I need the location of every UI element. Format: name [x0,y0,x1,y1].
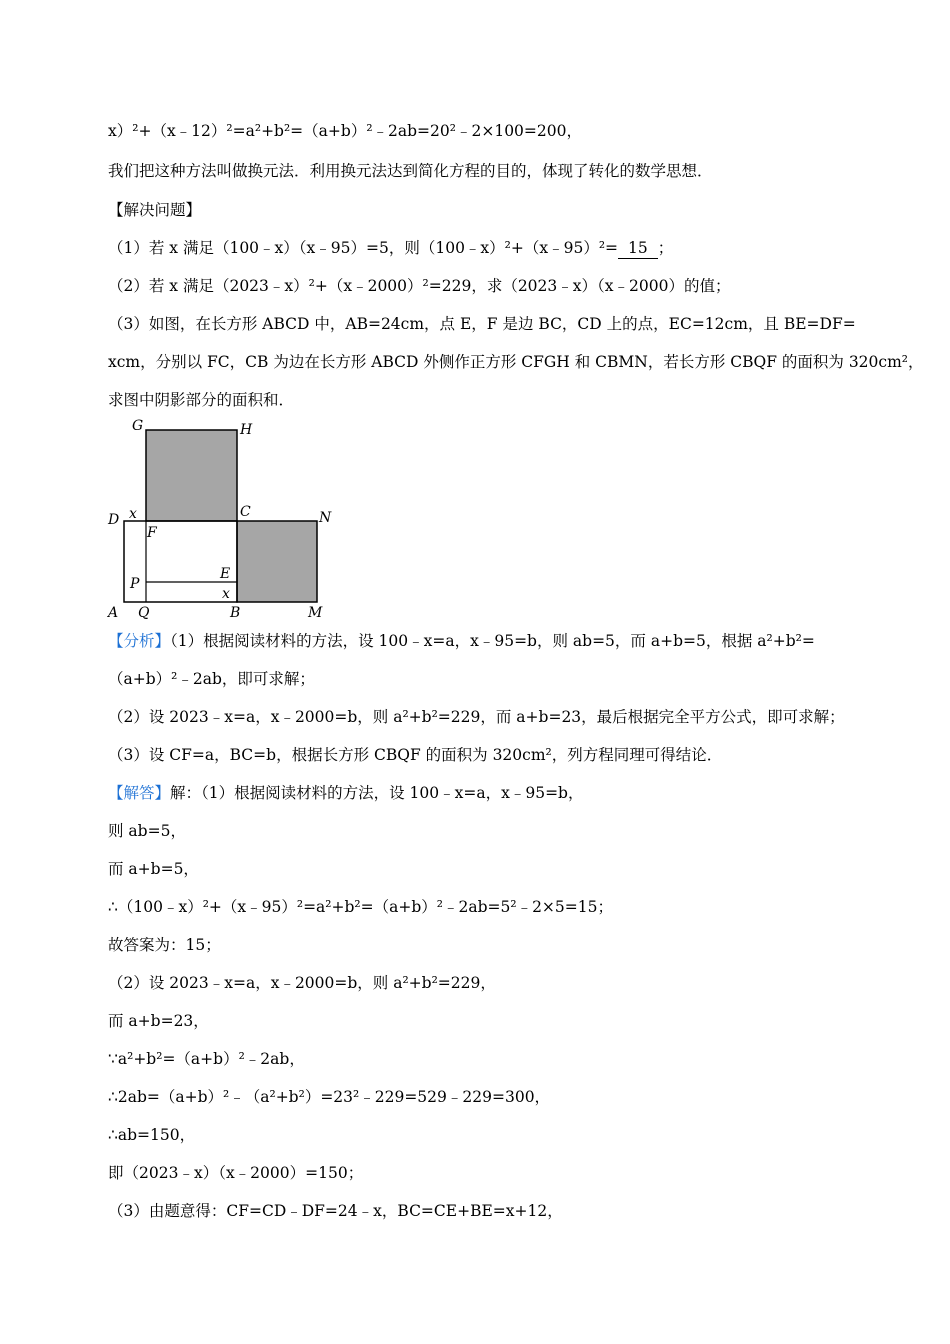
text-line-5 [108,314,856,334]
line-text: x）²+（x﹣12）²=a²+b²=（a+b）²﹣2ab=20²﹣2×100=200， [108,122,582,140]
rectangle-abcd [124,521,237,602]
text-line-10 [108,707,845,727]
square-cbmn [237,521,317,602]
line-text: xcm，分别以 FC，CB 为边在长方形 ABCD 外侧作正方形 CFGH 和 CBMN，若长方形 CBQF 的面积为 320cm²， [108,353,924,371]
label-m: M [308,605,323,621]
line-text: 而 a+b=5， [108,860,199,878]
line-text: （1）若 x 满足（100﹣x）（x﹣95）=5，则（100﹣x）²+（x﹣95）²= [108,239,619,257]
line-text: ∴ab=150， [108,1126,196,1144]
label-f: F [147,525,157,541]
square-cfgh [146,430,237,521]
text-line-0 [108,121,582,141]
line-text: （3）由题意得：CF=CD﹣DF=24﹣x，BC=CE+BE=x+12， [108,1202,563,1220]
text-line-16 [108,935,221,955]
text-line-21 [108,1125,195,1145]
line-text: 【解决问题】 [108,201,202,219]
line-text: ∴2ab=（a+b）²﹣（a²+b²）=23²﹣229=529﹣229=300， [108,1088,551,1106]
text-line-8 [108,631,815,651]
text-line-20 [108,1087,550,1107]
label-a: A [108,605,119,621]
text-line-11 [108,745,722,765]
line-text: 解：（1）根据阅读材料的方法，设 100﹣x=a，x﹣95=b， [170,784,584,802]
label-x-top: x [129,506,137,522]
label-n: N [319,510,332,526]
label-h: H [240,422,253,438]
label-e: E [220,566,231,582]
line-text: ∵a²+b²=（a+b）²﹣2ab， [108,1050,305,1068]
section-tag: 【分析】 [108,632,171,650]
geometry-figure [100,412,340,622]
text-line-23 [108,1201,563,1221]
text-line-6 [108,352,924,372]
line-text: （3）设 CF=a，BC=b，根据长方形 CBQF 的面积为 320cm²，列方程同理可得结论． [108,746,723,764]
line-text: 我们把这种方法叫做换元法．利用换元法达到简化方程的目的，体现了转化的数学思想． [108,162,713,180]
line-text: ∴（100﹣x）²+（x﹣95）²=a²+b²=（a+b）²﹣2ab=5²﹣2×5=15； [108,898,613,916]
text-line-2 [108,200,201,220]
label-p: P [130,576,140,592]
text-line-3 [108,238,673,259]
text-line-18 [108,1011,209,1031]
line-text: （3）如图，在长方形 ABCD 中，AB=24cm，点 E，F 是边 BC，CD 上的点，EC=12cm，且 BE=DF= [108,315,856,333]
line-text-after: ； [657,239,674,257]
text-line-22 [108,1163,363,1183]
text-line-13 [108,821,186,841]
text-line-12 [108,783,583,803]
text-line-4 [108,276,730,296]
line-text: （1）根据阅读材料的方法，设 100﹣x=a，x﹣95=b，则 ab=5，而 a+b=5，根据 a²+b²= [170,632,815,650]
label-b: B [230,605,241,621]
text-line-17 [108,973,496,993]
line-text: 则 ab=5， [108,822,186,840]
label-d: D [108,512,120,528]
line-text: 即（2023﹣x）（x﹣2000）=150； [108,1164,364,1182]
section-tag: 【解答】 [108,784,171,802]
text-line-9 [108,669,315,689]
line-text: 而 a+b=23， [108,1012,209,1030]
text-line-7 [108,390,294,410]
label-g: G [132,418,144,434]
line-text: （a+b）²﹣2ab，即可求解； [108,670,315,688]
line-text: 求图中阴影部分的面积和． [108,391,295,409]
label-c: C [240,504,251,520]
answer-blank: 15 [618,238,658,259]
text-line-1 [108,161,713,181]
line-text: 故答案为：15； [108,936,221,954]
text-line-15 [108,897,613,917]
text-line-19 [108,1049,305,1069]
line-text: （2）若 x 满足（2023﹣x）²+（x﹣2000）²=229，求（2023﹣x）（x﹣2000）的值； [108,277,731,295]
line-text: （2）设 2023﹣x=a，x﹣2000=b，则 a²+b²=229，而 a+b=23，最后根据完全平方公式，即可求解； [108,708,845,726]
label-x-bottom: x [222,586,230,602]
text-line-14 [108,859,199,879]
line-text: （2）设 2023﹣x=a，x﹣2000=b，则 a²+b²=229， [108,974,496,992]
label-q: Q [138,605,150,621]
